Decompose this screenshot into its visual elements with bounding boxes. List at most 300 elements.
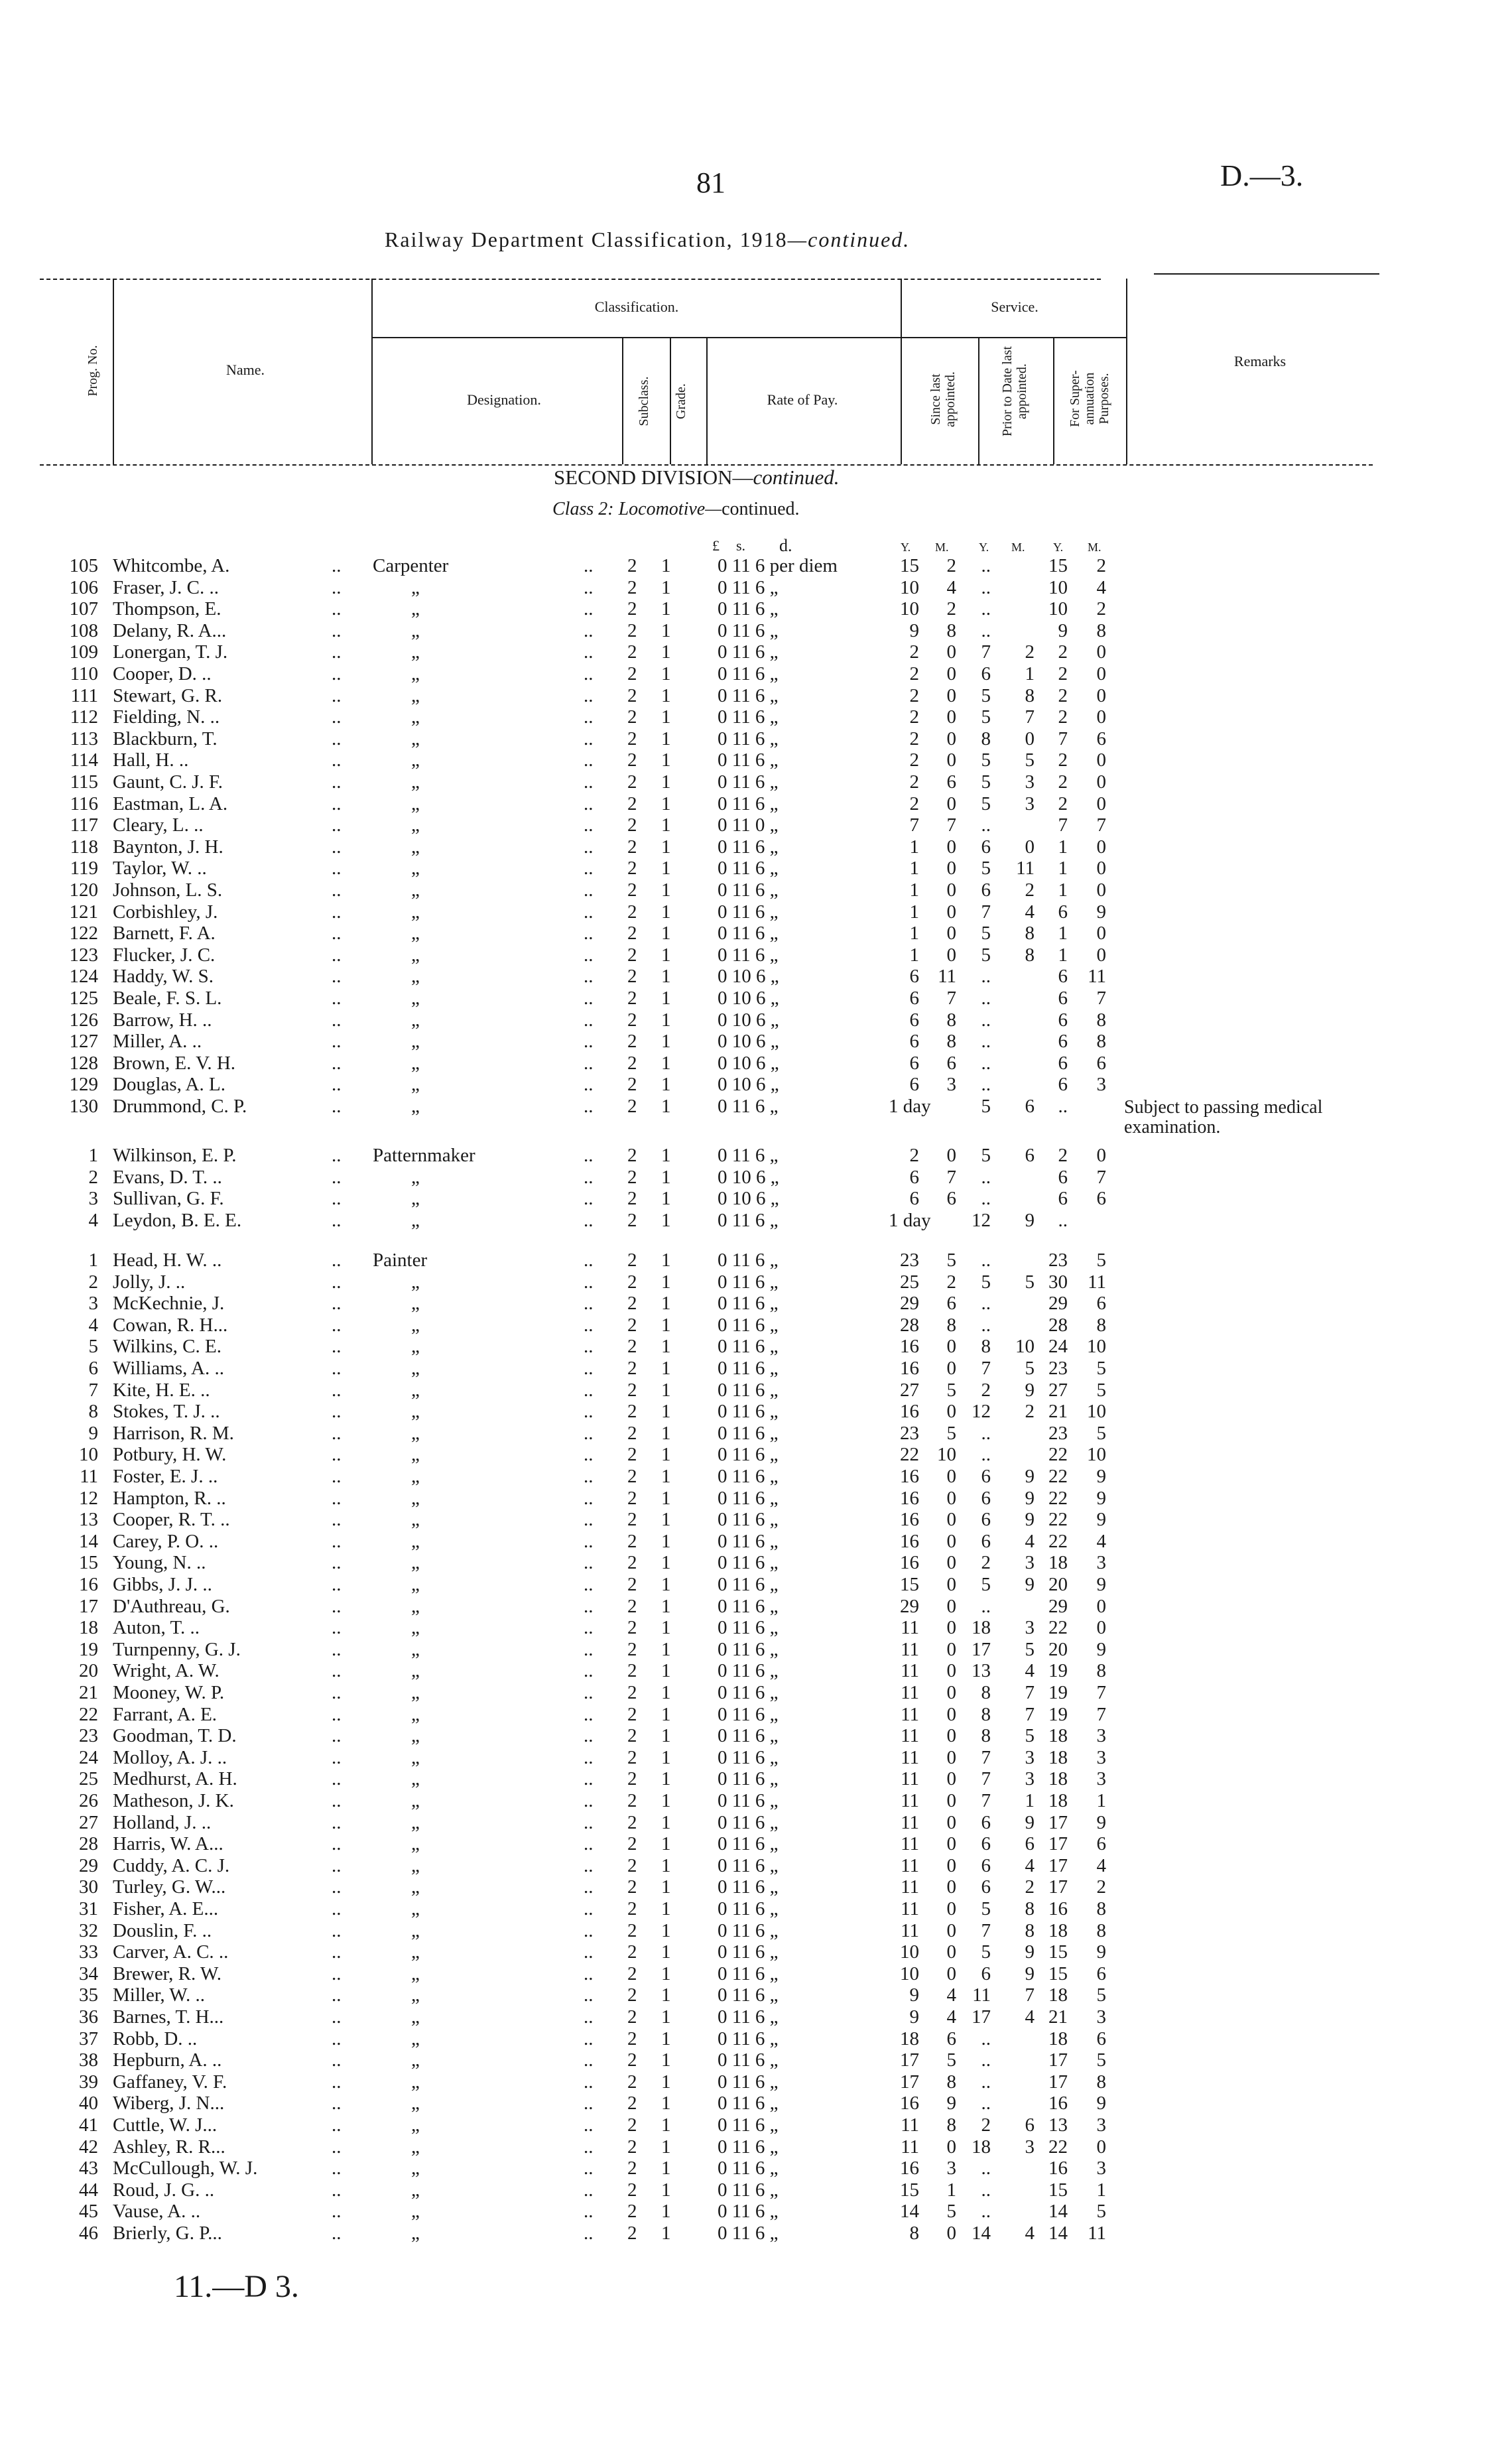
cell-name: Brown, E. V. H. — [113, 1052, 236, 1074]
cell-sm: 0 — [946, 1963, 956, 1984]
ditto-mark: „ — [411, 836, 420, 858]
leader-dots: .. — [332, 728, 342, 749]
cell-pm: 3 — [1025, 1617, 1035, 1639]
leader-dots: .. — [332, 793, 342, 814]
cell-py: 2 — [981, 1379, 991, 1401]
cell-pm: 2 — [1025, 1876, 1035, 1898]
cell-fy: 19 — [1048, 1682, 1068, 1703]
leader-dots: .. — [332, 836, 342, 858]
cell-no: 33 — [79, 1941, 98, 1963]
cell-sy: 16 — [900, 1466, 919, 1487]
cell-sy: 2 — [909, 663, 919, 684]
cell-fy: 18 — [1048, 2028, 1068, 2049]
leader-dots: .. — [332, 1509, 342, 1531]
cell-fm: 3 — [1096, 1725, 1106, 1747]
cell-sm: 7 — [946, 814, 956, 836]
cell-sm: 0 — [946, 1401, 956, 1423]
ditto-mark: „ — [411, 1617, 420, 1639]
cell-fy: 9 — [1058, 619, 1068, 641]
leader-dots: .. — [332, 1746, 342, 1768]
cell-pay: 0 11 6 „ — [718, 684, 779, 706]
subclass-value: 2 — [627, 1919, 637, 1941]
ditto-mark: „ — [411, 1811, 420, 1833]
cell-no: 45 — [79, 2201, 98, 2223]
cell-sy: 6 — [909, 1009, 919, 1031]
grade-value: 1 — [661, 1031, 671, 1053]
cell-fy: 17 — [1048, 1833, 1068, 1855]
table-row — [0, 1210, 1512, 1231]
subclass-value: 2 — [627, 598, 637, 620]
cell-sy: 11 — [901, 1768, 919, 1790]
subclass-value: 2 — [627, 1790, 637, 1811]
leader-dots: .. — [332, 1617, 342, 1639]
subclass-value: 2 — [627, 1703, 637, 1725]
ditto-mark: „ — [411, 1487, 420, 1509]
subclass-value: 2 — [627, 1145, 637, 1166]
grade-value: 1 — [661, 1574, 671, 1595]
cell-fy: 22 — [1048, 1509, 1068, 1531]
cell-sm: 0 — [946, 2223, 956, 2244]
cell-no: 37 — [79, 2028, 98, 2049]
cell-no: 35 — [79, 1984, 98, 2006]
grade-value: 1 — [661, 836, 671, 858]
leader-dots: .. — [584, 923, 594, 944]
cell-fm: 6 — [1096, 1293, 1106, 1315]
cell-no: 121 — [69, 901, 98, 923]
leader-dots: .. — [584, 1166, 594, 1188]
cell-pay: 0 11 6 „ — [718, 1358, 779, 1379]
cell-sm: 11 — [938, 966, 956, 988]
ditto-mark: „ — [411, 988, 420, 1009]
leader-dots: .. — [584, 836, 594, 858]
leader-dots: .. — [584, 2071, 594, 2093]
cell-py: .. — [981, 598, 991, 620]
cell-pay: 0 11 6 „ — [718, 1725, 779, 1747]
table-row — [0, 1272, 1512, 1293]
leader-dots: .. — [584, 1638, 594, 1660]
cell-fy: 6 — [1058, 1052, 1068, 1074]
cell-fm: 4 — [1096, 576, 1106, 598]
cell-name: Matheson, J. K. — [113, 1790, 234, 1811]
cell-pm: 0 — [1025, 728, 1035, 749]
cell-pay: 0 11 6 „ — [718, 1379, 779, 1401]
cell-name: Miller, A. .. — [113, 1031, 202, 1053]
header-prog-no: Prog. No. — [86, 345, 100, 397]
cell-py: 5 — [981, 1898, 991, 1919]
table-row — [0, 642, 1512, 663]
cell-no: 127 — [69, 1031, 98, 1053]
header-subrule — [371, 337, 901, 338]
cell-no: 23 — [79, 1725, 98, 1747]
cell-pay: 0 11 6 „ — [718, 1574, 779, 1595]
cell-name: Douslin, F. .. — [113, 1919, 212, 1941]
cell-py: 7 — [981, 901, 991, 923]
cell-sy: 11 — [901, 1790, 919, 1811]
subclass-value: 2 — [627, 1209, 637, 1231]
grade-value: 1 — [661, 858, 671, 879]
table-row — [0, 2158, 1512, 2179]
leader-dots: .. — [584, 1444, 594, 1466]
grade-value: 1 — [661, 684, 671, 706]
ditto-mark: „ — [411, 1725, 420, 1747]
cell-fm: 7 — [1096, 1166, 1106, 1188]
cell-fm: 0 — [1096, 749, 1106, 771]
cell-sm: 0 — [946, 1898, 956, 1919]
cell-pay: 0 11 6 „ — [718, 1096, 779, 1117]
cell-sy: 23 — [900, 1422, 919, 1444]
cell-sy: 15 — [900, 1574, 919, 1595]
ditto-mark: „ — [411, 814, 420, 836]
cell-sm: 8 — [946, 2071, 956, 2093]
leader-dots: .. — [584, 879, 594, 901]
cell-no: 8 — [88, 1401, 98, 1423]
cell-fy: 18 — [1048, 1768, 1068, 1790]
ditto-mark: „ — [411, 901, 420, 923]
cell-py: .. — [981, 1422, 991, 1444]
ditto-mark: „ — [411, 2093, 420, 2114]
cell-fm: 8 — [1096, 619, 1106, 641]
cell-fm: 0 — [1096, 793, 1106, 814]
leader-dots: .. — [332, 1250, 342, 1271]
leader-dots: .. — [332, 684, 342, 706]
cell-fm: 0 — [1096, 1617, 1106, 1639]
cell-fy: 16 — [1048, 1898, 1068, 1919]
cell-fm: 8 — [1096, 1314, 1106, 1336]
header-divider — [1053, 337, 1054, 464]
cell-pm: 2 — [1025, 1401, 1035, 1423]
cell-fm: 3 — [1096, 2006, 1106, 2028]
cell-sy: 17 — [900, 2049, 919, 2071]
header-name: Name. — [225, 361, 265, 378]
cell-no: 46 — [79, 2223, 98, 2244]
leader-dots: .. — [332, 771, 342, 793]
ditto-mark: „ — [411, 1919, 420, 1941]
leader-dots: .. — [332, 2093, 342, 2114]
cell-py: .. — [981, 1188, 991, 1210]
subclass-value: 2 — [627, 1401, 637, 1423]
leader-dots: .. — [332, 1768, 342, 1790]
grade-value: 1 — [661, 1768, 671, 1790]
cell-pay: 0 11 6 „ — [718, 2093, 779, 2114]
cell-name: Farrant, A. E. — [113, 1703, 218, 1725]
ditto-mark: „ — [411, 1358, 420, 1379]
grade-value: 1 — [661, 1984, 671, 2006]
cell-fy: 2 — [1058, 793, 1068, 814]
grade-value: 1 — [661, 598, 671, 620]
cell-no: 6 — [88, 1358, 98, 1379]
cell-name: Stokes, T. J. .. — [113, 1401, 220, 1423]
leader-dots: .. — [332, 1401, 342, 1423]
cell-no: 34 — [79, 1963, 98, 1984]
cell-pay: 0 11 6 per diem — [718, 555, 838, 576]
subclass-value: 2 — [627, 1854, 637, 1876]
ditto-mark: „ — [411, 1209, 420, 1231]
cell-sy: 18 — [900, 2028, 919, 2049]
cell-py: 12 — [972, 1209, 991, 1231]
cell-fy: 20 — [1048, 1574, 1068, 1595]
cell-sy: 9 — [909, 1984, 919, 2006]
cell-fm: 2 — [1096, 1876, 1106, 1898]
table-row — [0, 1921, 1512, 1941]
ditto-mark: „ — [411, 879, 420, 901]
cell-py: 17 — [972, 2006, 991, 2028]
cell-name: McCullough, W. J. — [113, 2158, 258, 2179]
cell-sm: 5 — [946, 2201, 956, 2223]
cell-py: 5 — [981, 706, 991, 728]
cell-sm: 0 — [946, 1768, 956, 1790]
cell-no: 41 — [79, 2114, 98, 2136]
cell-pay: 0 11 6 „ — [718, 598, 779, 620]
cell-no: 21 — [79, 1682, 98, 1703]
grade-value: 1 — [661, 2028, 671, 2049]
subclass-value: 2 — [627, 1096, 637, 1117]
leader-dots: .. — [584, 749, 594, 771]
grade-value: 1 — [661, 1422, 671, 1444]
cell-fy: 18 — [1048, 1919, 1068, 1941]
cell-sy: 11 — [901, 1876, 919, 1898]
cell-fy: 30 — [1048, 1271, 1068, 1293]
cell-py: 18 — [972, 1617, 991, 1639]
ditto-mark: „ — [411, 1552, 420, 1574]
cell-sm: 0 — [946, 793, 956, 814]
cell-no: 128 — [69, 1052, 98, 1074]
cell-fy: 1 — [1058, 944, 1068, 966]
cell-no: 116 — [70, 793, 98, 814]
cell-py: 2 — [981, 1552, 991, 1574]
cell-fm: 10 — [1087, 1336, 1106, 1358]
leader-dots: .. — [332, 2006, 342, 2028]
leader-dots: .. — [332, 1358, 342, 1379]
ditto-mark: „ — [411, 706, 420, 728]
cell-sy: 10 — [900, 1941, 919, 1963]
cell-fm: 5 — [1096, 2049, 1106, 2071]
leader-dots: .. — [584, 2136, 594, 2158]
subclass-value: 2 — [627, 1444, 637, 1466]
cell-fm: 8 — [1096, 1031, 1106, 1053]
leader-dots: .. — [332, 1293, 342, 1315]
table-row — [0, 2180, 1512, 2201]
cell-fm: 0 — [1096, 836, 1106, 858]
cell-py: 6 — [981, 1509, 991, 1531]
subclass-value: 2 — [627, 1422, 637, 1444]
cell-sy: 7 — [909, 814, 919, 836]
cell-name: Hampton, R. .. — [113, 1487, 226, 1509]
cell-name: Hall, H. .. — [113, 749, 189, 771]
cell-name: Roud, J. G. .. — [113, 2179, 215, 2201]
leader-dots: .. — [332, 1854, 342, 1876]
cell-pay: 0 11 6 „ — [718, 1145, 779, 1166]
cell-pay: 0 11 6 „ — [718, 1919, 779, 1941]
leader-dots: .. — [584, 576, 594, 598]
cell-py: .. — [981, 1074, 991, 1096]
table-row — [0, 1466, 1512, 1487]
cell-no: 4 — [88, 1209, 98, 1231]
cell-name: Foster, E. J. .. — [113, 1466, 218, 1487]
cell-fy: 2 — [1058, 684, 1068, 706]
cell-name: Barrow, H. .. — [113, 1009, 212, 1031]
cell-sm: 0 — [946, 1660, 956, 1682]
subclass-value: 2 — [627, 923, 637, 944]
grade-value: 1 — [661, 1250, 671, 1271]
cell-py: 2 — [981, 2114, 991, 2136]
ditto-mark: „ — [411, 771, 420, 793]
cell-sm: 0 — [946, 836, 956, 858]
cell-sm: 0 — [946, 879, 956, 901]
leader-dots: .. — [584, 2006, 594, 2028]
ditto-mark: „ — [411, 576, 420, 598]
cell-fy: 16 — [1048, 2158, 1068, 2179]
cell-sy: 1 — [909, 901, 919, 923]
cell-sm: 0 — [946, 706, 956, 728]
ditto-mark: „ — [411, 1638, 420, 1660]
cell-fm: 6 — [1096, 728, 1106, 749]
cell-fm: 2 — [1096, 598, 1106, 620]
grade-value: 1 — [661, 749, 671, 771]
grade-value: 1 — [661, 923, 671, 944]
leader-dots: .. — [332, 2114, 342, 2136]
leader-dots: .. — [584, 1703, 594, 1725]
cell-pm: 5 — [1025, 749, 1035, 771]
subclass-value: 2 — [627, 2136, 637, 2158]
cell-py: .. — [981, 1052, 991, 1074]
subclass-value: 2 — [627, 1250, 637, 1271]
cell-fy: 18 — [1048, 1984, 1068, 2006]
grade-value: 1 — [661, 2071, 671, 2093]
cell-fm: 0 — [1096, 1595, 1106, 1617]
subclass-value: 2 — [627, 1293, 637, 1315]
leader-dots: .. — [584, 1052, 594, 1074]
leader-dots: .. — [332, 1552, 342, 1574]
cell-no: 22 — [79, 1703, 98, 1725]
leader-dots: .. — [584, 706, 594, 728]
table-row — [0, 1769, 1512, 1789]
grade-value: 1 — [661, 1790, 671, 1811]
header-classification: Classification. — [594, 298, 679, 315]
cell-pay: 0 11 6 „ — [718, 1293, 779, 1315]
table-row — [0, 2201, 1512, 2222]
cell-fm: 6 — [1096, 1833, 1106, 1855]
header-rate-of-pay: Rate of Pay. — [767, 391, 838, 408]
subclass-value: 2 — [627, 836, 637, 858]
subclass-value: 2 — [627, 966, 637, 988]
leader-dots: .. — [332, 1919, 342, 1941]
subclass-value: 2 — [627, 2223, 637, 2244]
cell-pm: 8 — [1025, 684, 1035, 706]
table-row — [0, 1053, 1512, 1074]
cell-fm: 11 — [1088, 966, 1106, 988]
cell-py: .. — [981, 2179, 991, 2201]
cell-sm: 0 — [946, 1854, 956, 1876]
unit-years: Y. — [901, 541, 911, 554]
ditto-mark: „ — [411, 793, 420, 814]
cell-fy: 22 — [1048, 1617, 1068, 1639]
cell-name: Fraser, J. C. .. — [113, 576, 219, 598]
cell-py: .. — [981, 1314, 991, 1336]
cell-name: Cowan, R. H... — [113, 1314, 228, 1336]
cell-pm: 9 — [1025, 1941, 1035, 1963]
cell-sy: 9 — [909, 2006, 919, 2028]
cell-name: Young, N. .. — [113, 1552, 206, 1574]
subclass-value: 2 — [627, 1833, 637, 1855]
header-superannuation: For Super-annuation Purposes. — [1068, 370, 1111, 427]
cell-pm: 7 — [1025, 1682, 1035, 1703]
page-footer: 11.—D 3. — [174, 2269, 299, 2304]
table-row — [0, 1167, 1512, 1188]
cell-fy: 22 — [1048, 1487, 1068, 1509]
cell-py: 17 — [972, 1638, 991, 1660]
leader-dots: .. — [332, 619, 342, 641]
cell-no: 117 — [70, 814, 98, 836]
cell-sm: 0 — [946, 749, 956, 771]
unit-pence: d. — [779, 536, 792, 555]
cell-sm: 4 — [946, 1984, 956, 2006]
table-row — [0, 599, 1512, 619]
leader-dots: .. — [332, 988, 342, 1009]
grade-value: 1 — [661, 1682, 671, 1703]
subclass-value: 2 — [627, 1768, 637, 1790]
cell-fm: 9 — [1096, 2093, 1106, 2114]
cell-name: Cooper, D. .. — [113, 663, 212, 684]
leader-dots: .. — [332, 1271, 342, 1293]
cell-py: 8 — [981, 1336, 991, 1358]
subclass-value: 2 — [627, 1358, 637, 1379]
cell-fy: 6 — [1058, 901, 1068, 923]
table-row — [0, 664, 1512, 684]
cell-fm: 0 — [1096, 641, 1106, 663]
cell-sm: 0 — [946, 1509, 956, 1531]
header-divider — [622, 337, 623, 464]
cell-sy: 2 — [909, 706, 919, 728]
cell-name: Cuddy, A. C. J. — [113, 1854, 230, 1876]
cell-pay: 0 11 6 „ — [718, 1530, 779, 1552]
grade-value: 1 — [661, 988, 671, 1009]
cell-pm: 4 — [1025, 2223, 1035, 2244]
cell-no: 112 — [70, 706, 98, 728]
cell-pm: 7 — [1025, 1703, 1035, 1725]
subclass-value: 2 — [627, 944, 637, 966]
cell-no: 119 — [70, 858, 98, 879]
cell-py: 5 — [981, 793, 991, 814]
subclass-value: 2 — [627, 1898, 637, 1919]
cell-py: 5 — [981, 684, 991, 706]
cell-fm: 4 — [1096, 1530, 1106, 1552]
leader-dots: .. — [332, 1422, 342, 1444]
ditto-mark: „ — [411, 1574, 420, 1595]
cell-fm: 8 — [1096, 1009, 1106, 1031]
cell-name: Head, H. W. .. — [113, 1250, 222, 1271]
cell-fm: 7 — [1096, 814, 1106, 836]
cell-no: 12 — [79, 1487, 98, 1509]
ditto-mark: „ — [411, 1703, 420, 1725]
cell-py: 6 — [981, 1833, 991, 1855]
table-row — [0, 1531, 1512, 1552]
leader-dots: .. — [332, 1009, 342, 1031]
leader-dots: .. — [584, 619, 594, 641]
cell-py: .. — [981, 2028, 991, 2049]
table-row — [0, 1553, 1512, 1573]
cell-sy: 2 — [909, 771, 919, 793]
grade-value: 1 — [661, 2136, 671, 2158]
designation: Carpenter — [373, 555, 449, 576]
table-row — [0, 1942, 1512, 1963]
leader-dots: .. — [584, 1790, 594, 1811]
header-divider — [113, 279, 114, 464]
cell-fy: 6 — [1058, 1166, 1068, 1188]
cell-pay: 0 11 6 „ — [718, 793, 779, 814]
grade-value: 1 — [661, 1703, 671, 1725]
cell-fy: 2 — [1058, 1145, 1068, 1166]
cell-py: 5 — [981, 923, 991, 944]
